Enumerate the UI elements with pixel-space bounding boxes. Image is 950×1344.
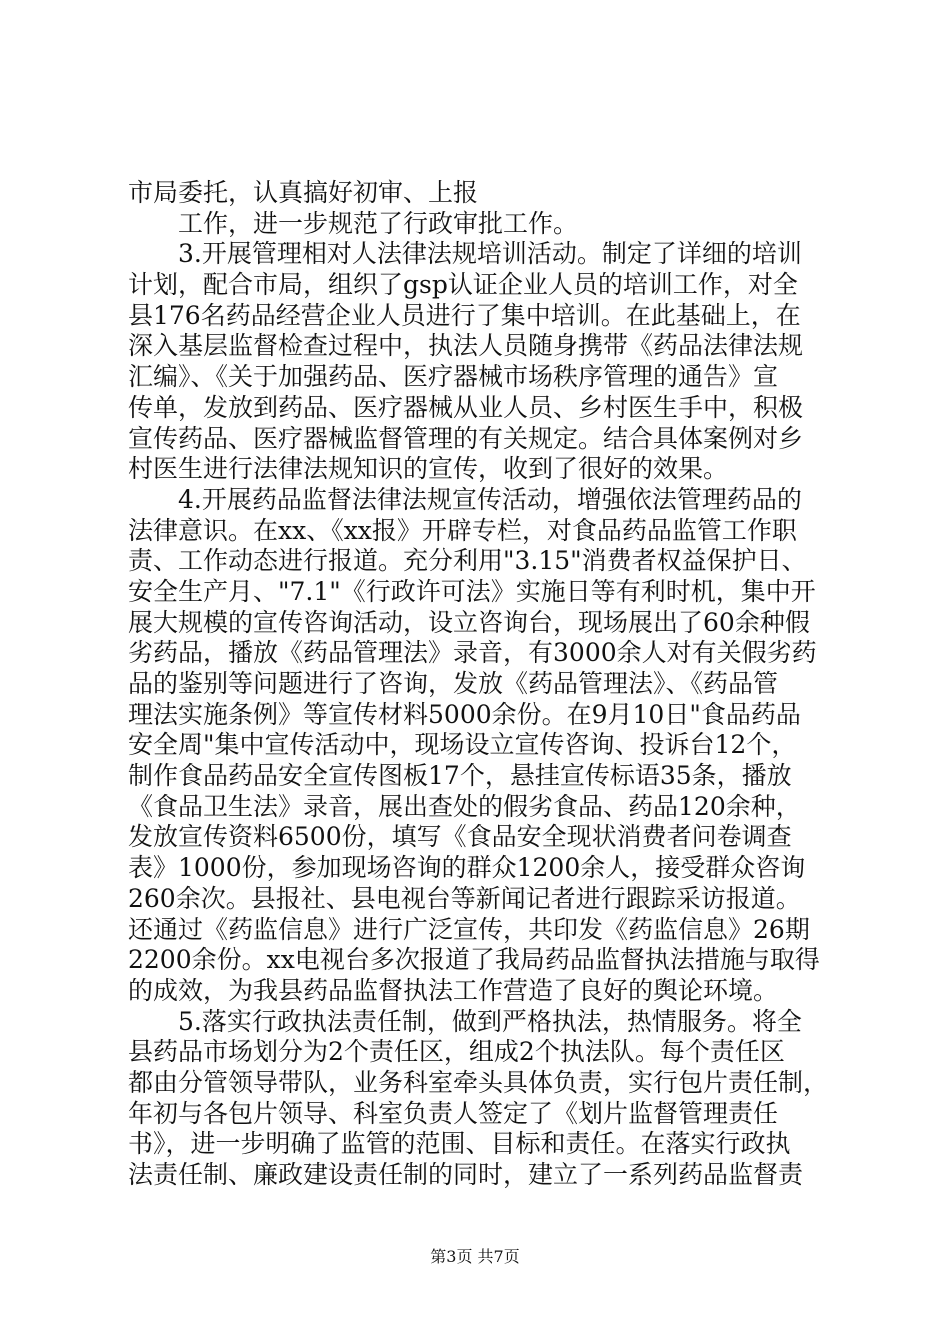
text-line: 县176名药品经营企业人员进行了集中培训。在此基础上，在 — [128, 300, 801, 330]
text-line: 《食品卫生法》录音，展出查处的假劣食品、药品120余种， — [128, 791, 801, 821]
text-line: 发放宣传资料6500份，填写《食品安全现状消费者问卷调查 — [128, 822, 792, 852]
text-line: 理法实施条例》等宣传材料5000余份。在9月10日"食品药品 — [128, 699, 801, 729]
text-line: 书》，进一步明确了监管的范围、目标和责任。在落实行政执 — [128, 1129, 791, 1159]
text-line: 展大规模的宣传咨询活动，设立咨询台，现场展出了60余种假 — [128, 607, 810, 637]
text-line: 3.开展管理相对人法律法规培训活动。制定了详细的培训 — [178, 239, 802, 269]
text-line: 品的鉴别等问题进行了咨询，发放《药品管理法》、《药品管 — [128, 669, 779, 698]
text-line: 安全周"集中宣传活动中，现场设立宣传咨询、投诉台12个， — [128, 730, 797, 760]
text-line: 县药品市场划分为2个责任区，组成2个执法队。每个责任区 — [128, 1037, 785, 1067]
text-line: 责、工作动态进行报道。充分利用"3.15"消费者权益保护日、 — [128, 546, 807, 576]
text-line: 深入基层监督检查过程中，执法人员随身携带《药品法律法规 — [128, 331, 804, 361]
text-line: 法责任制、廉政建设责任制的同时，建立了一系列药品监督责 — [128, 1160, 804, 1189]
text-line: 2200余份。xx电视台多次报道了我局药品监督执法措施与取得 — [128, 945, 820, 975]
text-line: 安全生产月、"7.1"《行政许可法》实施日等有利时机，集中开 — [128, 576, 816, 606]
text-line: 劣药品，播放《药品管理法》录音，有3000余人对有关假劣药 — [128, 638, 817, 668]
text-line: 都由分管领导带队，业务科室牵头具体负责，实行包片责任制， — [128, 1067, 829, 1097]
text-line: 4.开展药品监督法律法规宣传活动，增强依法管理药品的 — [178, 484, 802, 514]
text-line: 制作食品药品安全宣传图板17个，悬挂宣传标语35条，播放 — [128, 761, 792, 791]
text-line: 汇编》、《关于加强药品、医疗器械市场秩序管理的通告》宣 — [128, 362, 779, 392]
text-line: 260余次。县报社、县电视台等新闻记者进行跟踪采访报道。 — [128, 883, 801, 913]
text-line: 5.落实行政执法责任制，做到严格执法，热情服务。将全 — [178, 1006, 802, 1036]
text-line: 宣传药品、医疗器械监督管理的有关规定。结合具体案例对乡 — [128, 423, 804, 453]
text-line: 年初与各包片领导、科室负责人签定了《划片监督管理责任 — [128, 1098, 779, 1128]
text-line: 计划，配合市局，组织了gsp认证企业人员的培训工作，对全 — [128, 270, 798, 300]
body-text — [128, 178, 833, 1191]
text-line: 村医生进行法律法规知识的宣传，收到了很好的效果。 — [128, 454, 729, 484]
text-line: 传单，发放到药品、医疗器械从业人员、乡村医生手中，积极 — [128, 392, 804, 422]
text-line: 表》1000份，参加现场咨询的群众1200余人，接受群众咨询 — [128, 853, 806, 883]
text-line: 的成效，为我县药品监督执法工作营造了良好的舆论环境。 — [128, 975, 779, 1005]
page-footer: 第3页 共7页 — [430, 1247, 520, 1266]
text-line: 法律意识。在xx、《xx报》开辟专栏，对食品药品监管工作职 — [128, 515, 797, 545]
text-line: 市局委托，认真搞好初审、上报 — [128, 178, 479, 207]
text-line: 还通过《药监信息》进行广泛宣传，共印发《药监信息》26期 — [128, 914, 810, 944]
text-line: 工作，进一步规范了行政审批工作。 — [178, 208, 579, 238]
